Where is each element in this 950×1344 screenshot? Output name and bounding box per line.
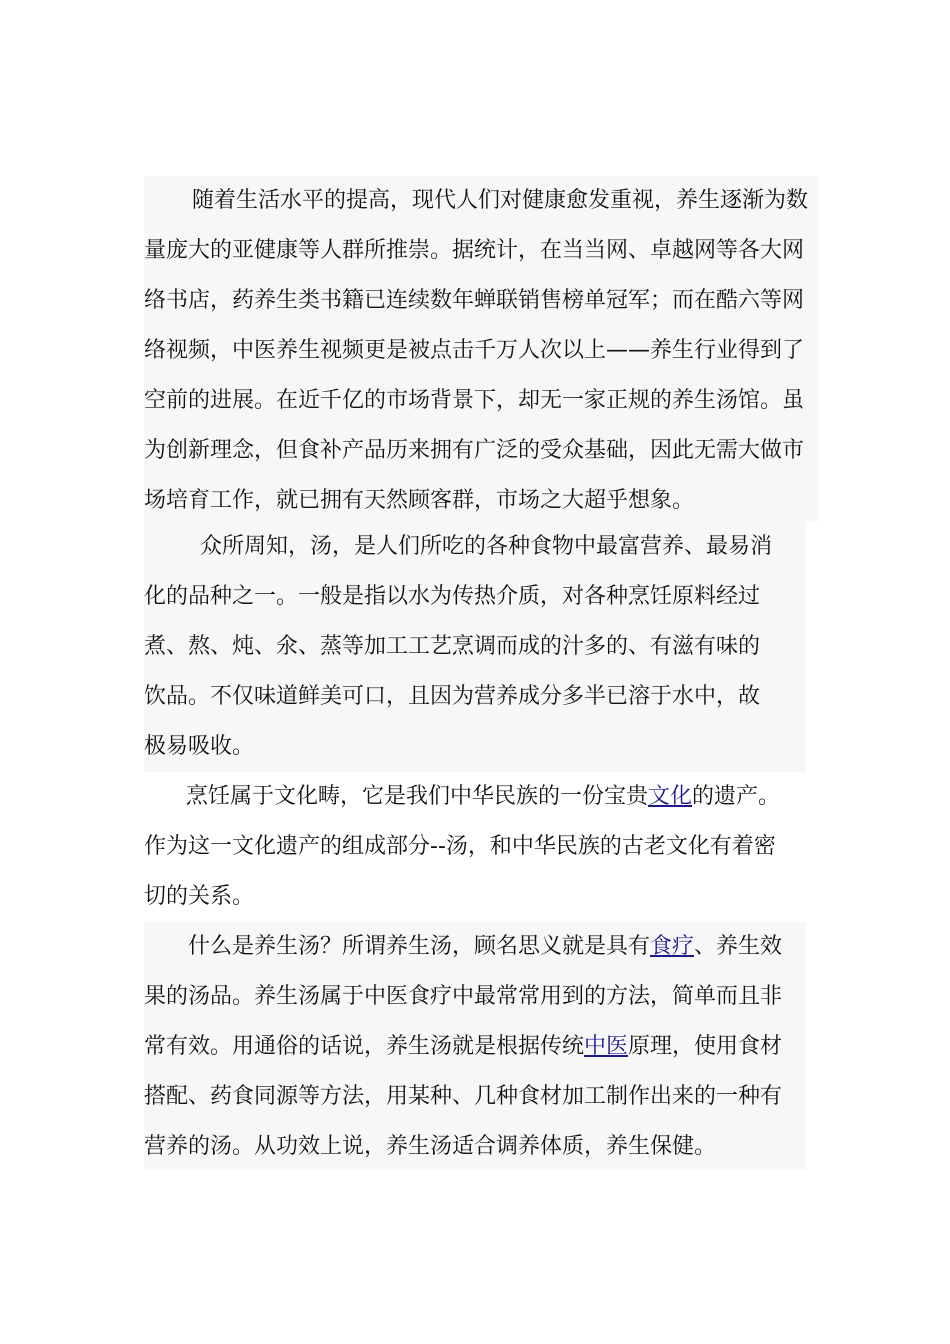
text-line: 搭配、药食同源等方法，用某种、几种食材加工制作出来的一种有 [144, 1084, 783, 1109]
text-segment: 、养生效 [694, 934, 783, 959]
link-culture[interactable]: 文化 [648, 784, 693, 809]
text-line [144, 772, 818, 822]
paragraph-health-market [144, 176, 818, 522]
text-line: 切的关系。 [144, 884, 255, 909]
text-line: 众所周知，汤，是人们所吃的各种食物中最富营养、最易消 [200, 534, 773, 559]
text-line: 煮、熬、炖、氽、蒸等加工工艺烹调而成的汁多的、有滋有味的 [144, 634, 761, 659]
text-line: 场培育工作，就已拥有天然顾客群，市场之大超乎想象。 [144, 488, 695, 513]
text-line [144, 922, 806, 972]
text-line: 饮品。不仅味道鲜美可口，且因为营养成分多半已溶于水中，故 [144, 684, 761, 709]
text-line: 络书店，药养生类书籍已连续数年蝉联销售榜单冠军；而在酷六等网 [144, 288, 805, 313]
link-tcm[interactable]: 中医 [584, 1034, 629, 1059]
text-line: 量庞大的亚健康等人群所推崇。据统计，在当当网、卓越网等各大网 [144, 238, 805, 263]
text-line [144, 1022, 806, 1072]
text-segment: 常有效。用通俗的话说，养生汤就是根据传统 [144, 1034, 585, 1059]
text-line: 作为这一文化遗产的组成部分--汤，和中华民族的古老文化有着密 [144, 834, 776, 859]
text-segment: 烹饪属于文化畴，它是我们中华民族的一份宝贵 [186, 784, 649, 809]
text-line: 随着生活水平的提高，现代人们对健康愈发重视，养生逐渐为数 [192, 188, 809, 213]
link-food-therapy[interactable]: 食疗 [650, 934, 695, 959]
text-line: 络视频，中医养生视频更是被点击千万人次以上——养生行业得到了 [144, 338, 805, 363]
text-segment: 原理，使用食材 [628, 1034, 783, 1059]
text-line: 空前的进展。在近千亿的市场背景下，却无一家正规的养生汤馆。虽 [144, 388, 805, 413]
text-line: 为创新理念，但食补产品历来拥有广泛的受众基础，因此无需大做市 [144, 438, 805, 463]
text-line: 营养的汤。从功效上说，养生汤适合调养体质，养生保健。 [144, 1134, 717, 1159]
text-line: 化的品种之一。一般是指以水为传热介质，对各种烹饪原料经过 [144, 584, 761, 609]
paragraph-culture [144, 772, 818, 922]
paragraph-soup-nutrition [144, 522, 806, 772]
text-segment: 的遗产。 [692, 784, 781, 809]
text-segment: 什么是养生汤？所谓养生汤，顾名思义就是具有 [188, 934, 651, 959]
text-line: 果的汤品。养生汤属于中医食疗中最常常用到的方法，简单而且非 [144, 984, 783, 1009]
paragraph-health-soup [144, 922, 806, 1170]
text-line: 极易吸收。 [144, 734, 255, 759]
